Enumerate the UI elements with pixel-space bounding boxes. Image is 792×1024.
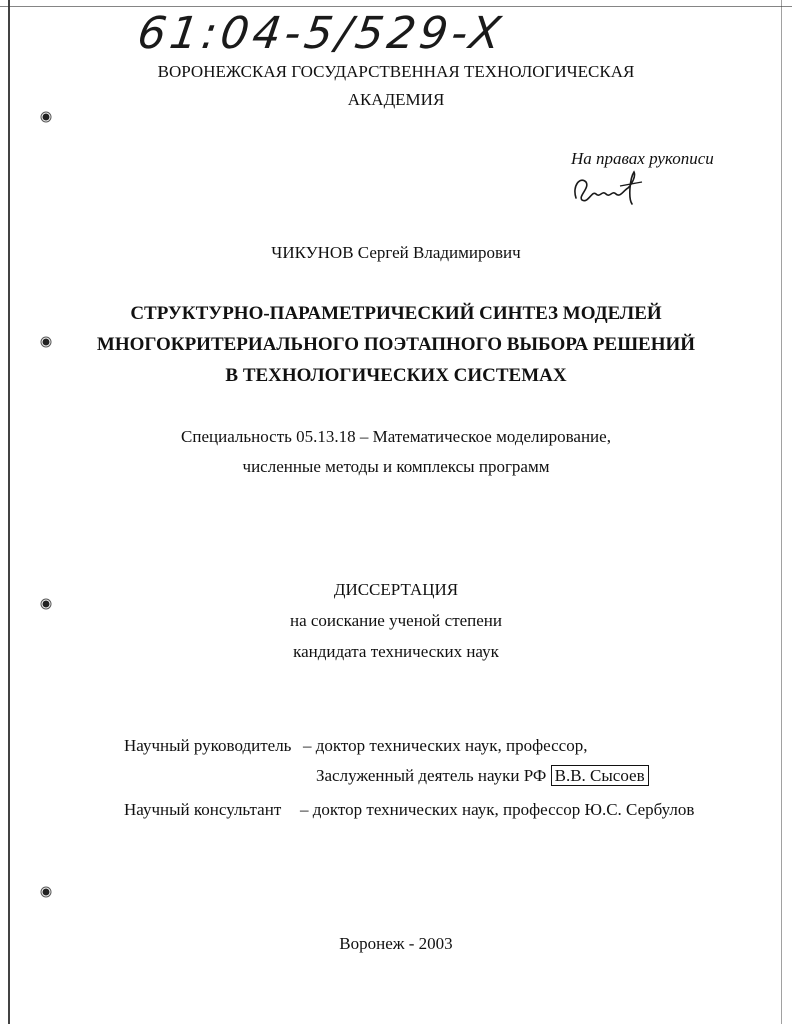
specialty-line1: Специальность 05.13.18 – Математическое моделирование,	[181, 427, 611, 446]
binding-hole-icon	[40, 111, 52, 123]
degree-line2: на соискание ученой степени	[289, 611, 503, 630]
degree-type: ДИССЕРТАЦИЯ	[333, 580, 459, 599]
scan-edge-top	[0, 6, 792, 7]
scan-edge-right	[781, 0, 782, 1024]
consultant-desc: – доктор технических наук, профессор Ю.С. Сербулов	[300, 800, 695, 819]
institution-line2: АКАДЕМИЯ	[347, 90, 445, 109]
supervisor-label: Научный руководитель	[124, 736, 292, 755]
scan-edge-left	[8, 0, 10, 1024]
title-line2: МНОГОКРИТЕРИАЛЬНОГО ПОЭТАПНОГО ВЫБОРА РЕШЕНИЙ	[96, 334, 696, 355]
supervisor-desc: – доктор технических наук, профессор,	[303, 736, 588, 755]
degree-line3: кандидата технических наук	[293, 642, 499, 661]
title-line3: В ТЕХНОЛОГИЧЕСКИХ СИСТЕМАХ	[225, 365, 567, 386]
author-signature	[570, 168, 650, 208]
institution-line1: ВОРОНЕЖСКАЯ ГОСУДАРСТВЕННАЯ ТЕХНОЛОГИЧЕСКАЯ	[157, 62, 635, 81]
supervisor-honor-prefix: Заслуженный деятель науки РФ	[316, 766, 547, 785]
author-name: ЧИКУНОВ Сергей Владимирович	[271, 243, 521, 262]
title-line1: СТРУКТУРНО-ПАРАМЕТРИЧЕСКИЙ СИНТЕЗ МОДЕЛЕЙ	[130, 303, 662, 324]
consultant-label: Научный консультант	[124, 800, 282, 819]
archive-code: 61:04-5/529-X	[134, 8, 508, 59]
binding-hole-icon	[40, 886, 52, 898]
city-year: Воронеж - 2003	[339, 934, 453, 953]
supervisor-name: В.В. Сысоев	[551, 765, 649, 786]
supervisor-honor	[316, 766, 649, 786]
specialty-line2: численные методы и комплексы программ	[242, 457, 550, 476]
manuscript-rights: На правах рукописи	[571, 149, 714, 168]
